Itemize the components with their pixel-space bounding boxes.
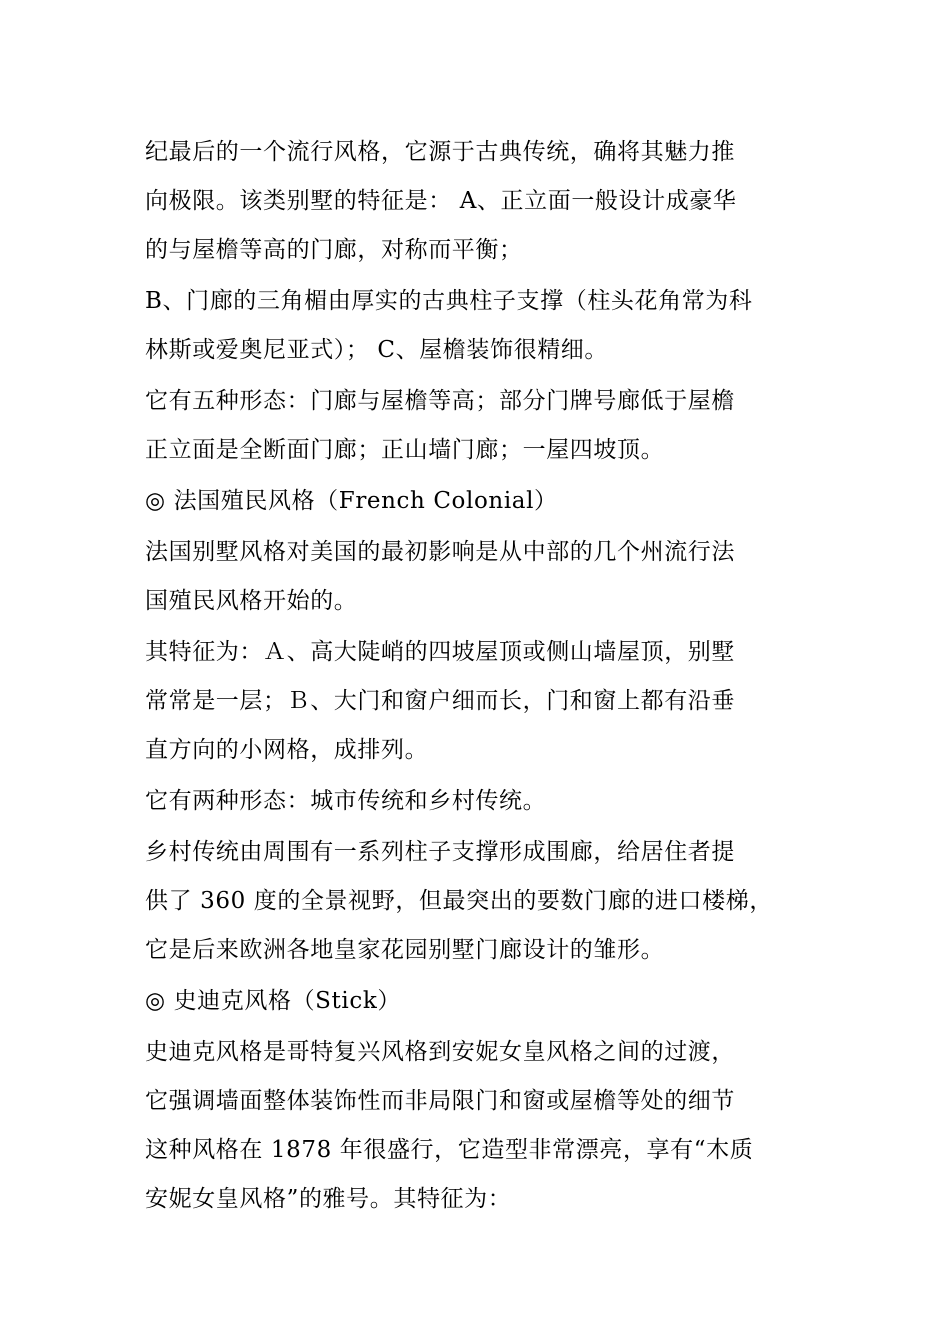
text-line: 它是后来欧洲各地皇家花园别墅门廊设计的雏形。 bbox=[145, 937, 665, 963]
paragraph-rural-tradition bbox=[145, 828, 815, 975]
paragraph-french-colonial-forms bbox=[145, 777, 815, 826]
text-line: 纪最后的一个流行风格，它源于古典传统，确将其魅力推 bbox=[145, 139, 735, 165]
text-line: 林斯或爱奥尼亚式）； C、屋檐装饰很精细。 bbox=[145, 337, 609, 363]
text-line: 法国别墅风格对美国的最初影响是从中部的几个州流行法 bbox=[145, 539, 735, 565]
text-line: 向极限。该类别墅的特征是： A、正立面一般设计成豪华 bbox=[145, 188, 737, 214]
section-heading-french-colonial bbox=[145, 477, 815, 526]
text-line: 国殖民风格开始的。 bbox=[145, 588, 358, 614]
text-line: 其特征为：Ａ、高大陡峭的四坡屋顶或侧山墙屋顶，别墅 bbox=[145, 639, 735, 665]
document-body bbox=[145, 128, 815, 1226]
heading-text: ◎ 法国殖民风格（French Colonial） bbox=[145, 488, 558, 514]
paragraph-french-colonial-features bbox=[145, 628, 815, 775]
paragraph-neoclassical-forms bbox=[145, 377, 815, 475]
text-line: B、门廊的三角楣由厚实的古典柱子支撑（柱头花角常为科 bbox=[145, 288, 753, 314]
paragraph-neoclassical-intro bbox=[145, 128, 815, 275]
paragraph-stick-intro bbox=[145, 1028, 815, 1224]
text-line: 安妮女皇风格”的雅号。其特征为： bbox=[145, 1186, 512, 1212]
text-line: 的与屋檐等高的门廊，对称而平衡； bbox=[145, 237, 523, 263]
paragraph-french-colonial-intro bbox=[145, 528, 815, 626]
heading-text: ◎ 史迪克风格（Stick） bbox=[145, 988, 401, 1014]
text-line: 正立面是全断面门廊；正山墙门廊；一屋四坡顶。 bbox=[145, 437, 665, 463]
text-line: 直方向的小网格，成排列。 bbox=[145, 737, 429, 763]
section-heading-stick bbox=[145, 977, 815, 1026]
text-line: 它有两种形态：城市传统和乡村传统。 bbox=[145, 788, 547, 814]
text-line: 供了 360 度的全景视野，但最突出的要数门廊的进口楼梯， bbox=[145, 888, 773, 914]
text-line: 它强调墙面整体装饰性而非局限门和窗或屋檐等处的细节 bbox=[145, 1088, 735, 1114]
text-line: 乡村传统由周围有一系列柱子支撑形成围廊，给居住者提 bbox=[145, 839, 735, 865]
text-line: 史迪克风格是哥特复兴风格到安妮女皇风格之间的过渡， bbox=[145, 1039, 735, 1065]
text-line: 这种风格在 1878 年很盛行，它造型非常漂亮，享有“木质 bbox=[145, 1137, 754, 1163]
text-line: 它有五种形态：门廊与屋檐等高；部分门牌号廊低于屋檐 bbox=[145, 388, 735, 414]
text-line: 常常是一层；Ｂ、大门和窗户细而长，门和窗上都有沿垂 bbox=[145, 688, 735, 714]
paragraph-neoclassical-features bbox=[145, 277, 815, 375]
